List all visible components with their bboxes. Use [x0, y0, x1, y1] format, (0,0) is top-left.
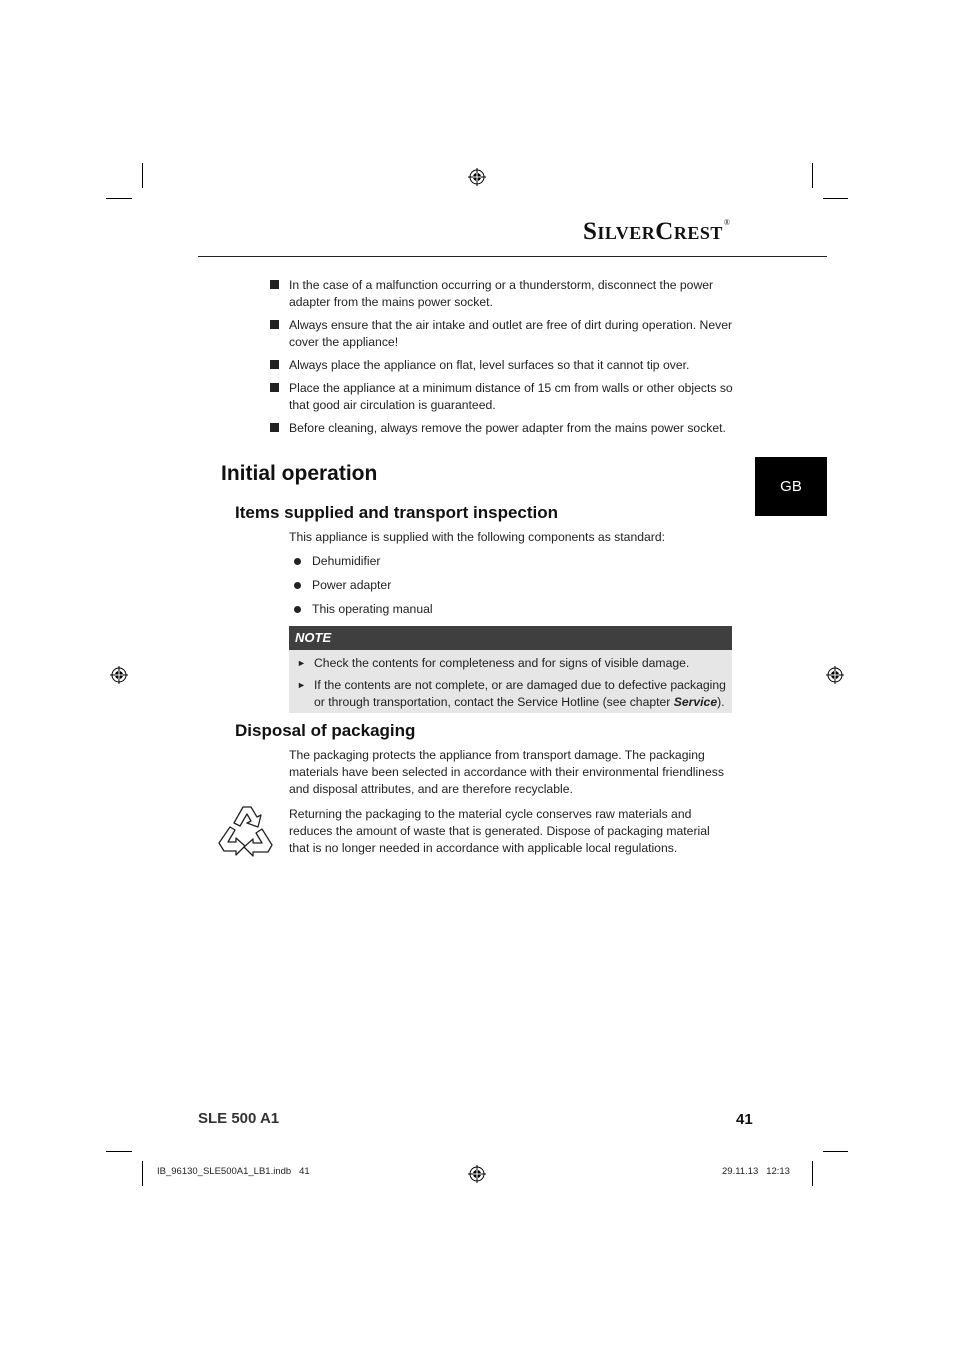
round-bullet-icon — [294, 558, 301, 565]
crop-mark — [142, 1161, 143, 1186]
safety-bullet-list — [270, 277, 740, 443]
list-item — [289, 655, 732, 672]
note-item-end: ). — [717, 695, 725, 709]
crop-mark — [812, 163, 813, 188]
arrow-right-icon: ► — [297, 658, 306, 668]
brand-logo — [583, 218, 730, 246]
registration-mark-icon — [110, 666, 128, 684]
crop-mark — [106, 1151, 132, 1152]
crop-mark — [142, 163, 143, 188]
language-tab — [755, 457, 827, 516]
page-number: 41 — [736, 1111, 753, 1128]
list-item-text: Before cleaning, always remove the power adapter from the mains power socket. — [289, 421, 726, 435]
list-item-text: Always ensure that the air intake and outlet are free of dirt during operation. Never cover the appliance! — [289, 318, 733, 349]
crop-mark — [812, 1161, 813, 1186]
square-bullet-icon — [270, 383, 279, 392]
list-item-text: Always place the appliance on flat, level surfaces so that it cannot tip over. — [289, 358, 690, 372]
round-bullet-icon — [294, 606, 301, 613]
list-item — [293, 601, 433, 625]
list-item — [270, 277, 740, 311]
file-slug: IB_96130_SLE500A1_LB1.indb 41 — [157, 1166, 310, 1177]
section-title: Initial operation — [221, 462, 378, 485]
note-header: NOTE — [289, 626, 732, 650]
list-item-text: This operating manual — [312, 602, 433, 616]
recycle-icon — [216, 801, 276, 857]
list-item-text: Power adapter — [312, 578, 392, 592]
items-list — [293, 553, 433, 625]
note-item-text: If the contents are not complete, or are damaged due to defective packaging or through transportation, contact the Service Hotline (see chapter — [314, 678, 726, 709]
print-timestamp: 29.11.13 12:13 — [722, 1166, 790, 1177]
language-tab-label: GB — [780, 478, 802, 495]
list-item — [293, 553, 433, 577]
list-item — [270, 317, 740, 351]
list-item — [289, 677, 732, 711]
model-number: SLE 500 A1 — [198, 1110, 280, 1127]
items-supplied-heading: Items supplied and transport inspection — [235, 503, 559, 522]
registration-mark-icon — [826, 666, 844, 684]
list-item — [293, 577, 433, 601]
crop-mark — [823, 1151, 848, 1152]
square-bullet-icon — [270, 360, 279, 369]
crop-mark — [823, 198, 848, 199]
note-box — [289, 626, 732, 713]
header-rule — [198, 256, 827, 257]
note-list — [289, 655, 732, 711]
list-item-text: Place the appliance at a minimum distance of 15 cm from walls or other objects so that good air circulation is guaranteed. — [289, 381, 733, 412]
crop-mark — [106, 198, 132, 199]
disposal-heading: Disposal of packaging — [235, 721, 416, 740]
registration-mark-icon — [468, 168, 486, 186]
registration-mark-icon — [468, 1165, 486, 1183]
arrow-right-icon: ► — [297, 680, 306, 690]
list-item-text: Dehumidifier — [312, 554, 381, 568]
list-item — [270, 380, 740, 414]
list-item — [270, 357, 740, 374]
chapter-reference: Service — [673, 695, 718, 709]
list-item-text: In the case of a malfunction occurring or a thunderstorm, disconnect the power adapter from the mains power socket. — [289, 278, 714, 309]
disposal-paragraph-1: The packaging protects the appliance from transport damage. The packaging materials have been selected in accordance with their environmental friendliness and disposal attributes, and are therefore recyclable. — [289, 748, 724, 796]
list-item — [270, 420, 740, 437]
square-bullet-icon — [270, 423, 279, 432]
brand-name: SilverCrest — [583, 218, 723, 245]
square-bullet-icon — [270, 280, 279, 289]
registered-mark: ® — [723, 218, 731, 227]
disposal-paragraph-2: Returning the packaging to the material cycle conserves raw materials and reduces the amount of waste that is generated. Dispose of packaging material that is no longer needed in accordance with applicable local regulations. — [289, 807, 710, 855]
round-bullet-icon — [294, 582, 301, 589]
note-item-text: Check the contents for completeness and for signs of visible damage. — [314, 656, 690, 670]
items-supplied-intro: This appliance is supplied with the following components as standard: — [289, 530, 665, 544]
square-bullet-icon — [270, 320, 279, 329]
